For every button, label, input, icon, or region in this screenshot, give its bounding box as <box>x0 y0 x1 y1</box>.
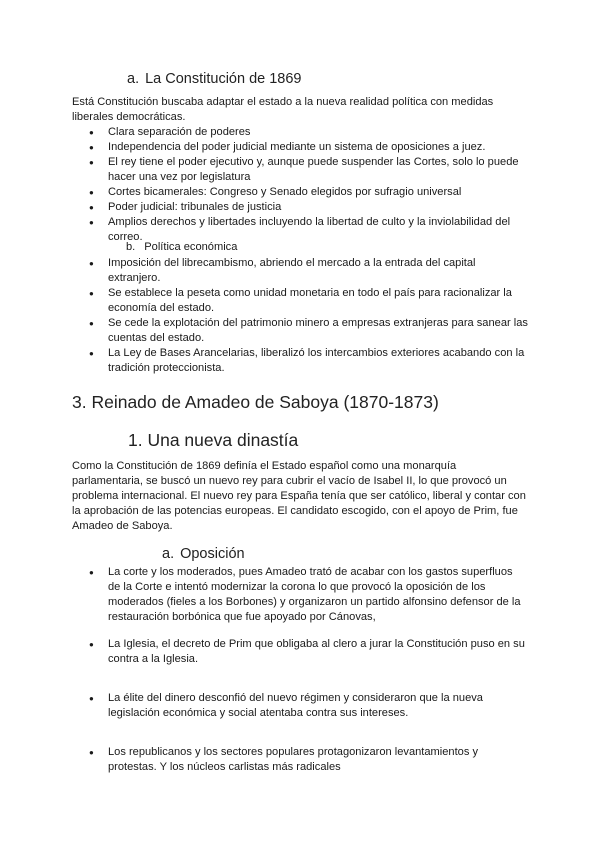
politica-bullet-list <box>108 256 528 376</box>
heading-politica-economica <box>126 240 237 255</box>
list-item: ● La élite del dinero desconfió del nuevo régimen y consideraron que la nueva legislación económica y social atentaba contra sus intereses. <box>108 691 526 721</box>
list-item: ● Se cede la explotación del patrimonio minero a empresas extranjeras para sanear las cuentas del estado. <box>108 316 528 346</box>
heading-oposicion <box>162 546 245 562</box>
dinastia-paragraph: Como la Constitución de 1869 definía el Estado español como una monarquía parlamentaria, se buscó un nuevo rey para cubrir el vacío de Isabel II, lo que provocó un problema internacional. El nuevo rey para España tenía que ser católico, liberal y contar con la aprobación de las potencias europeas. El candidato escogido, con el apoyo de Prim, fue Amadeo de Saboya. <box>72 460 526 532</box>
list-item: ● Imposición del librecambismo, abriendo el mercado a la entrada del capital extranjero. <box>108 256 528 286</box>
constitucion-bullet-list <box>108 125 528 245</box>
list-item: ● Se establece la peseta como unidad monetaria en todo el país para racionalizar la economía del estado. <box>108 286 528 316</box>
list-item: ● Amplios derechos y libertades incluyendo la libertad de culto y la inviolabilidad del correo. <box>108 215 528 245</box>
list-item: ● Poder judicial: tribunales de justicia <box>108 200 528 215</box>
list-item: ● El rey tiene el poder ejecutivo y, aunque puede suspender las Cortes, solo lo puede hacer una vez por legislatura <box>108 155 528 185</box>
intro-paragraph: Está Constitución buscaba adaptar el estado a la nueva realidad política con medidas liberales democráticas. <box>72 96 494 123</box>
list-item: ● Independencia del poder judicial mediante un sistema de oposiciones a juez. <box>108 140 528 155</box>
list-item: ● La Ley de Bases Arancelarias, liberalizó los intercambios exteriores acabando con la tradición proteccionista. <box>108 346 528 376</box>
heading-marker: a. <box>127 71 140 87</box>
heading-text: La Constitución de 1869 <box>145 71 302 87</box>
list-item: ● Clara separación de poderes <box>108 125 528 140</box>
heading-marker: b. <box>126 241 136 253</box>
list-item: ● La corte y los moderados, pues Amadeo trató de acabar con los gastos superfluos de la Corte e intentó modernizar la corona lo que provocó la oposición de los moderados (fieles a los Borbones) y organizaron un partido alfonsino defensor de la restauración borbónica que fue apoyado por Cánovas, <box>108 565 526 625</box>
heading-text: Oposición <box>180 546 245 562</box>
list-item: ● Los republicanos y los sectores populares protagonizaron levantamientos y protestas. Y los núcleos carlistas más radicales <box>108 745 526 775</box>
section-title-nueva-dinastia: 1. Una nueva dinastía <box>128 430 299 450</box>
heading-text: Política económica <box>144 241 238 253</box>
chapter-title: 3. Reinado de Amadeo de Saboya (1870-1873) <box>72 392 439 412</box>
oposicion-bullet-list <box>108 565 526 775</box>
list-item: ● Cortes bicamerales: Congreso y Senado elegidos por sufragio universal <box>108 185 528 200</box>
list-item: ● La Iglesia, el decreto de Prim que obligaba al clero a jurar la Constitución puso en su contra a la Iglesia. <box>108 637 526 667</box>
heading-constitucion-1869 <box>127 71 302 87</box>
heading-marker: a. <box>162 546 175 562</box>
